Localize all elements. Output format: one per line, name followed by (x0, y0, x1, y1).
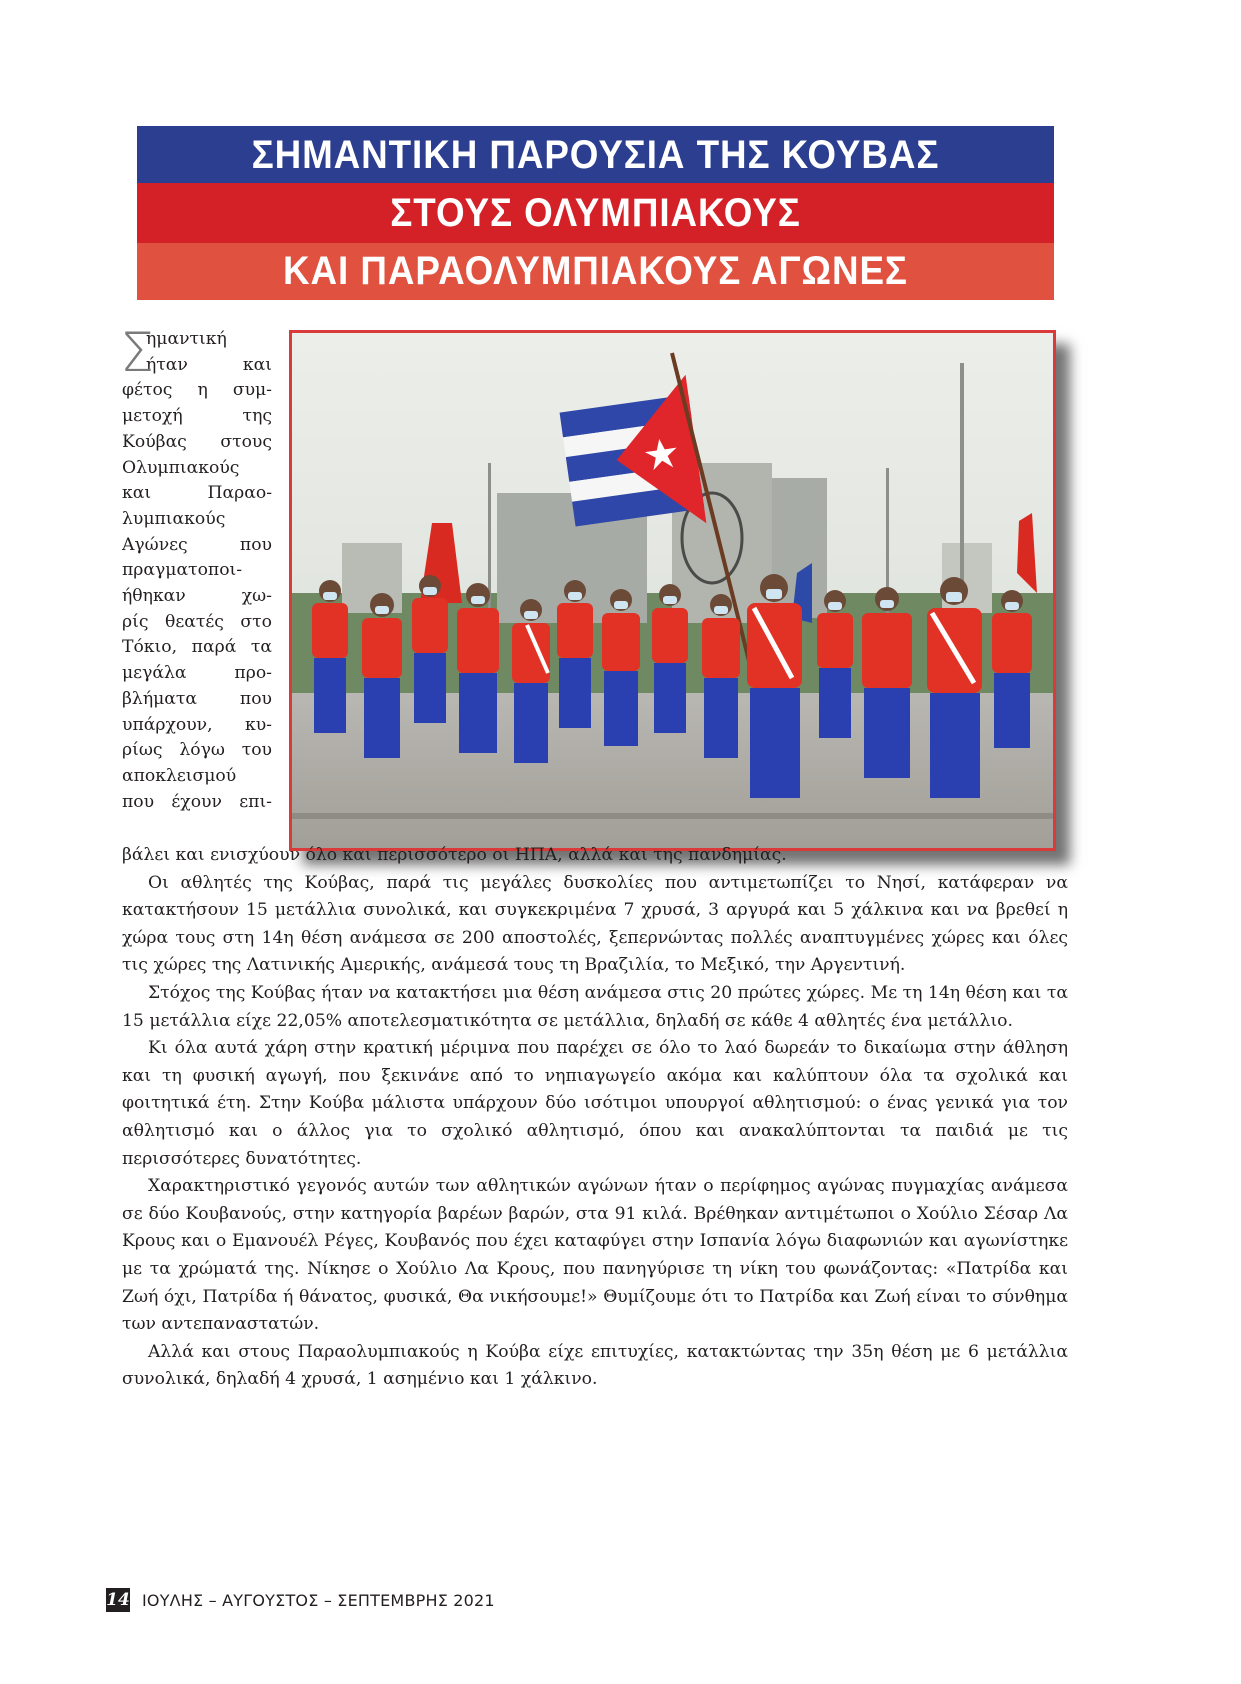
intro-line: και Παραο- (122, 483, 272, 504)
intro-line: Κούβας στους (122, 431, 272, 452)
intro-line: Τόκιο, παρά τα (122, 637, 272, 658)
intro-line: ημαντική (146, 329, 227, 349)
intro-line: λυμπιακούς (122, 508, 226, 529)
intro-line: που έχουν επι- (122, 791, 272, 812)
headline-band-red (137, 183, 1054, 243)
intro-line: ρίς θεατές στο (122, 611, 272, 632)
intro-line: ρίως λόγω του (122, 740, 272, 761)
intro-line: ήθηκαν χω- (122, 586, 272, 607)
article-paragraph: Οι αθλητές της Κούβας, παρά τις μεγάλες δυσκολίες που αντιμετωπίζει το Νησί, κατάφεραν να κατακτήσουν 15 μετάλλια συνολικά, και συγκεκριμένα 7 χρυσά, 3 αργυρά και 5 χάλκινα και να βρεθεί η χώρα τους στη 14η θέση ανάμεσα σε 200 αποστολές, ξεπερνώντας πολλές αναπτυγμένες χώρες και όλες τις χώρες της Λατινικής Αμερικής, ανάμεσά τους τη Βραζιλία, το Μεξικό, την Αργεντινή. (122, 872, 1068, 976)
intro-line: φέτος η συμ- (122, 380, 272, 401)
article-paragraph: Χαρακτηριστικό γεγονός αυτών των αθλητικών αγώνων ήταν ο περίφημος αγώνας πυγμαχίας ανάμεσα σε δύο Κουβανούς, στην κατηγορία βαρέων βαρών, στα 91 κιλά. Βρέθηκαν αντιμέτωποι ο Χούλιο Σέσαρ Λα Κρους και ο Εμανουέλ Ρέγες, Κουβανός που έχει καταφύγει στην Ισπανία λόγω διαφωνιών και αγωνίστηκε με τα χρώματά της. Νίκησε ο Χούλιο Λα Κρους, που πανηγύρισε τη νίκη του φωνάζοντας: «Πατρίδα και Ζωή όχι, Πατρίδα ή θάνατος, φυσικά, Θα νικήσουμε!» Θυμίζουμε ότι το Πατρίδα και Ζωή είναι το σύνθημα των αντεπαναστατών. (122, 1176, 1068, 1335)
intro-line: ήταν και (146, 354, 272, 375)
intro-line: αποκλεισμού (122, 765, 237, 786)
intro-line: μετοχή της (122, 406, 272, 427)
article-photo (289, 330, 1056, 851)
intro-line: πραγματοποι- (122, 560, 243, 581)
intro-line: Αγώνες που (122, 534, 272, 555)
article-body (122, 842, 1068, 1394)
headline (137, 126, 1054, 300)
article-paragraph: Κι όλα αυτά χάρη στην κρατική μέριμνα που παρέχει σε όλο το λαό δωρεάν το δικαίωμα στην άθληση και τη φυσική αγωγή, που ξεκινάνε από το νηπιαγωγείο ακόμα και καλύπτουν όλα τα σχολικά και φοιτητικά έτη. Στην Κούβα μάλιστα υπάρχουν δύο ισότιμοι υπουργοί αθλητισμού: ο ένας γενικά για τον αθλητισμό και ο άλλος για το σχολικό αθλητισμό, όπου και ανακαλύπτονται τα παιδιά με τις περισσότερες δυνατότητες. (122, 1038, 1068, 1169)
article-paragraph: βάλει και ενισχύουν όλο και περισσότερο οι ΗΠΑ, αλλά και της πανδημίας. (122, 845, 787, 865)
issue-date: ΙΟΥΛΗΣ – ΑΥΓΟΥΣΤΟΣ – ΣΕΠΤΕΜΒΡΗΣ 2021 (142, 1590, 495, 1610)
article-intro-column (120, 321, 272, 815)
headline-line-1: ΣΗΜΑΝΤΙΚΗ ΠΑΡΟΥΣΙΑ ΤΗΣ ΚΟΥΒΑΣ (251, 133, 940, 177)
drop-cap: Σ (120, 321, 155, 384)
intro-line: υπάρχουν, κυ- (122, 714, 272, 735)
page-number: 14 (106, 1590, 130, 1610)
headline-line-3: ΚΑΙ ΠΑΡΑΟΛΥΜΠΙΑΚΟΥΣ ΑΓΩΝΕΣ (283, 249, 908, 293)
headline-band-blue (137, 126, 1054, 183)
article-paragraph: Στόχος της Κούβας ήταν να κατακτήσει μια θέση ανάμεσα στις 20 πρώτες χώρες. Με τη 14η θέση και τα 15 μετάλλια είχε 22,05% αποτελεσματικότητα σε μετάλλια, δηλαδή σε κάθε 4 αθλητές ένα μετάλλιο. (122, 982, 1068, 1031)
headline-band-orange (137, 243, 1054, 300)
article-paragraph: Αλλά και στους Παραολυμπιακούς η Κούβα είχε επιτυχίες, κατακτώντας την 35η θέση με 6 μετάλλια συνολικά, δηλαδή 4 χρυσά, 1 ασημένιο και 1 χάλκινο. (122, 1341, 1068, 1390)
page-footer (106, 1587, 495, 1613)
headline-line-2: ΣΤΟΥΣ ΟΛΥΜΠΙΑΚΟΥΣ (390, 191, 801, 235)
intro-line: βλήματα που (122, 688, 272, 709)
cuban-delegation-photo (292, 333, 1053, 848)
intro-line: μεγάλα προ- (122, 663, 272, 684)
intro-line: Ολυμπιακούς (122, 457, 240, 478)
